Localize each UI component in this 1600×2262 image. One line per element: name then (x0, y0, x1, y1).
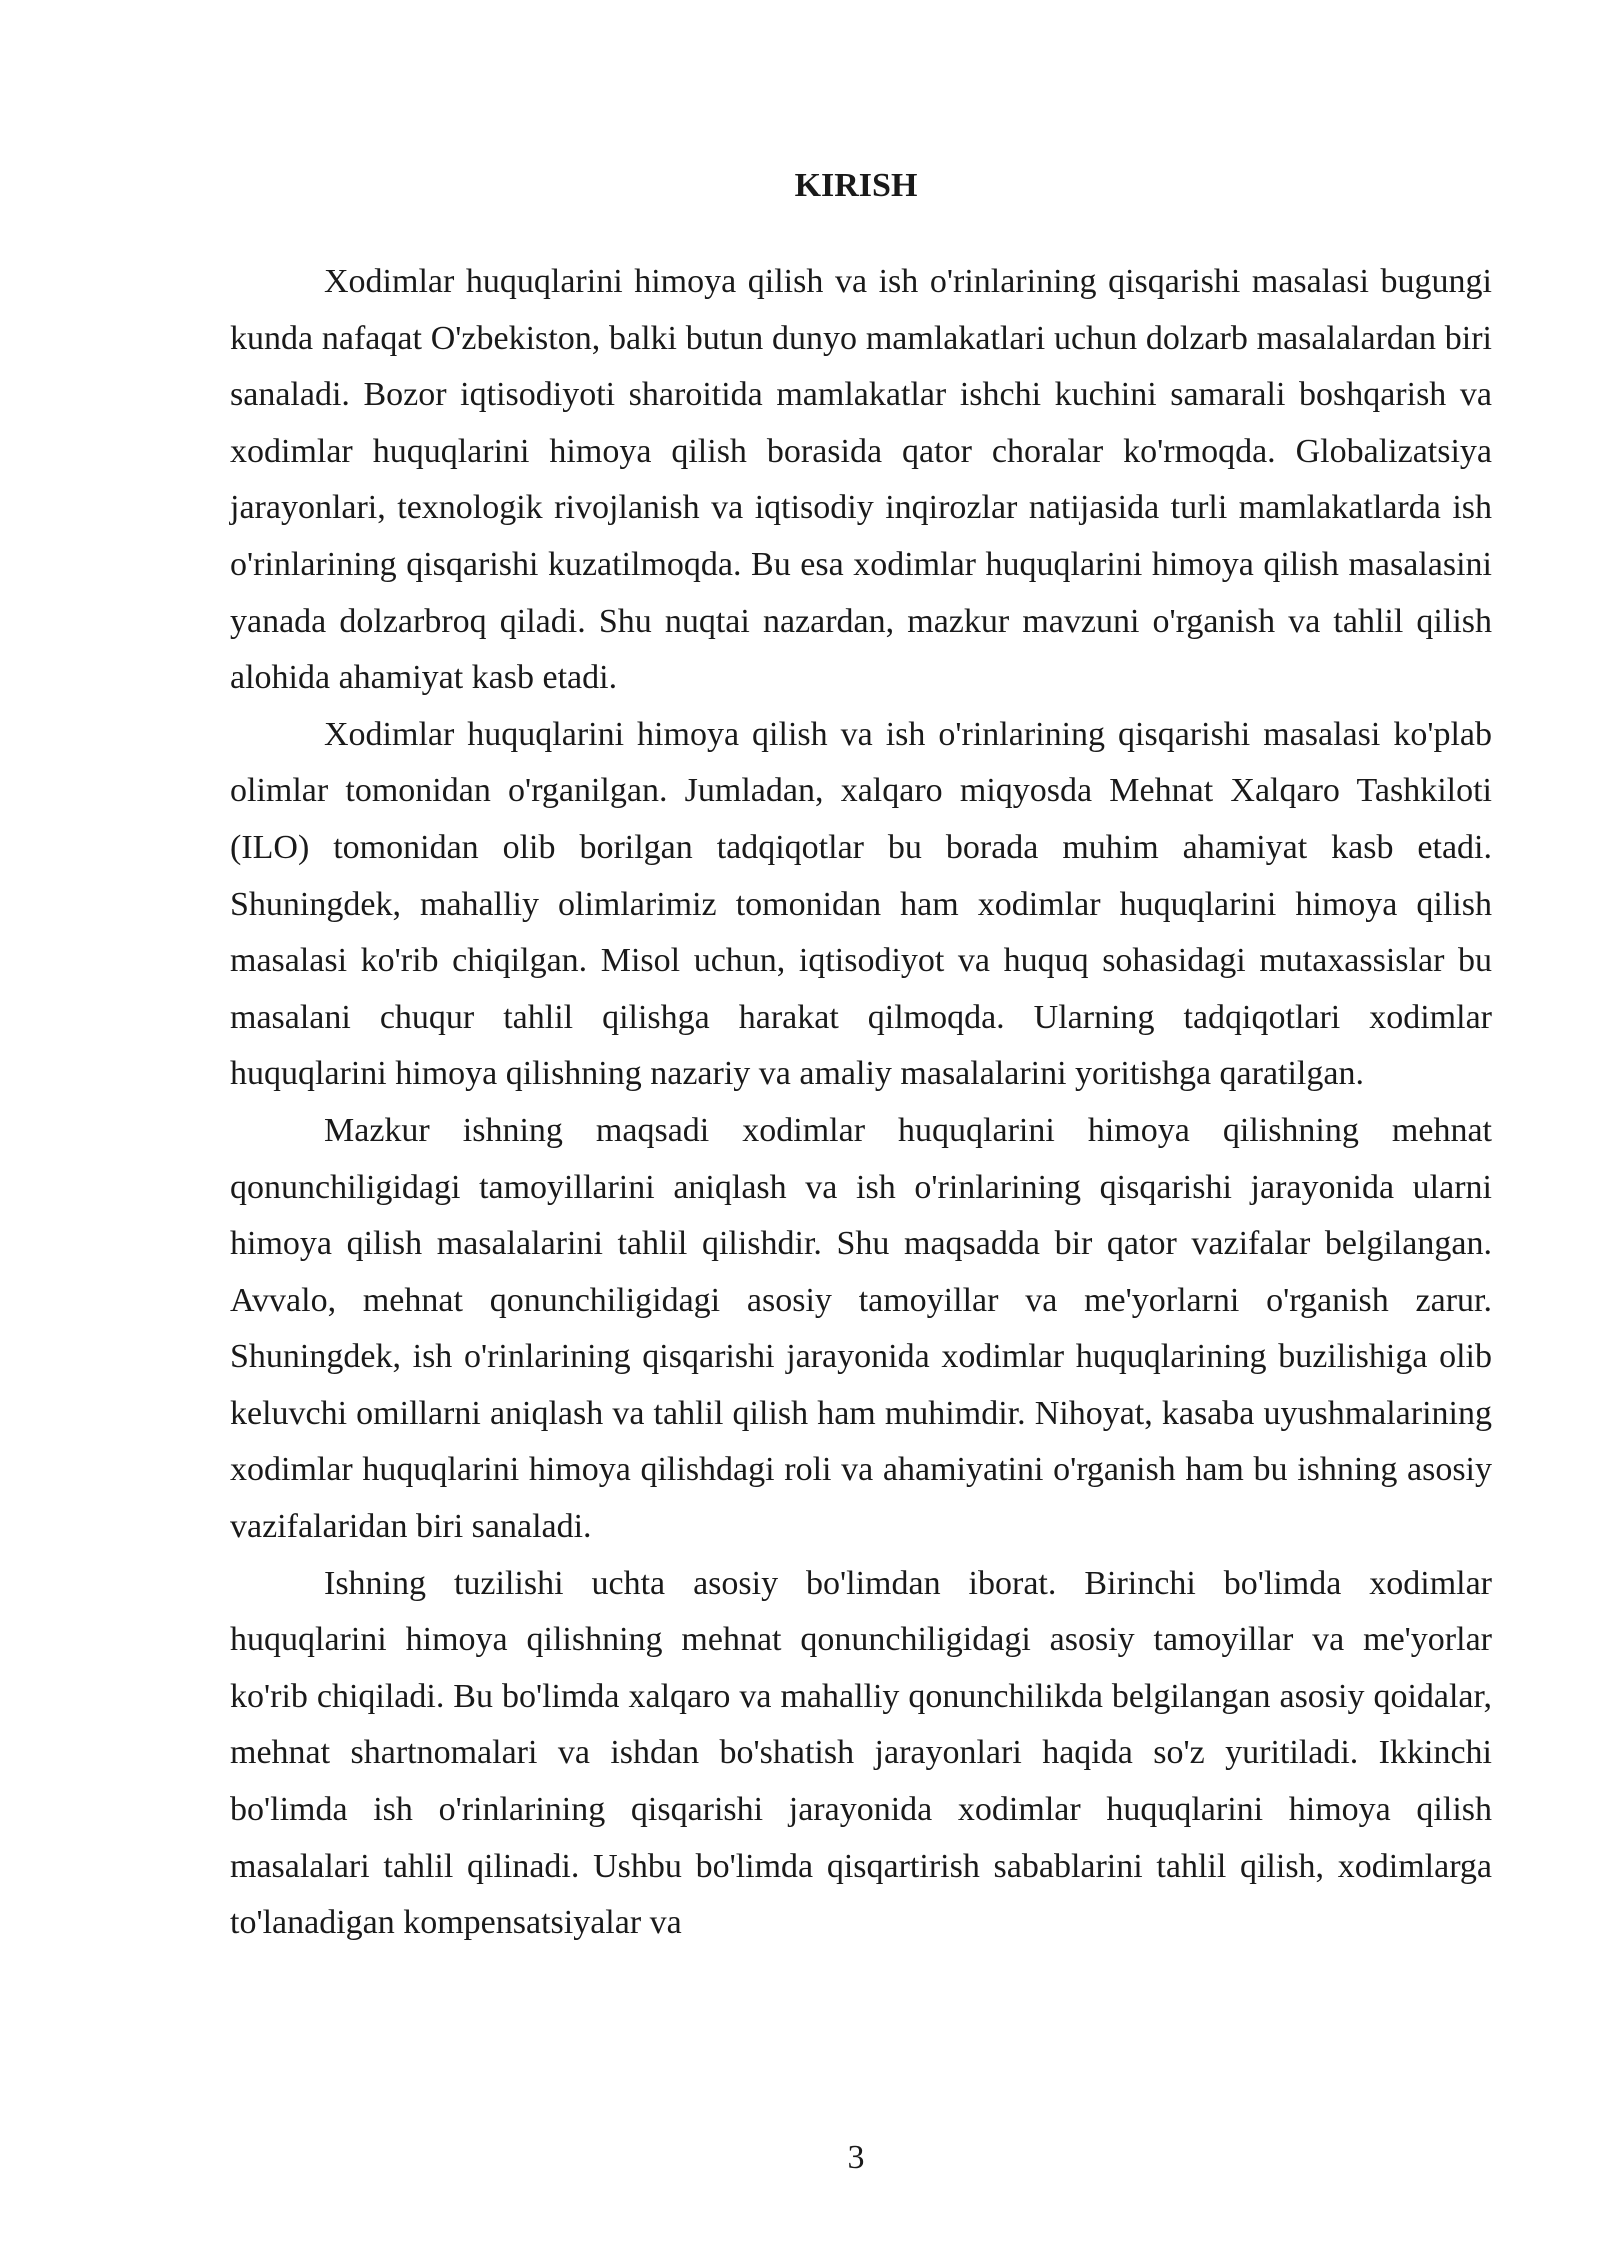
paragraph-1: Xodimlar huquqlarini himoya qilish va ish o'rinlarining qisqarishi masalasi bugungi kunda nafaqat O'zbekiston, balki butun dunyo mamlakatlari uchun dolzarb masalalardan biri sanaladi. Bozor iqtisodiyoti sharoitida mamlakatlar ishchi kuchini samarali boshqarish va xodimlar huquqlarini himoya qilish borasida qator choralar ko'rmoqda. Globalizatsiya jarayonlari, texnologik rivojlanish va iqtisodiy inqirozlar natijasida turli mamlakatlarda ish o'rinlarining qisqarishi kuzatilmoqda. Bu esa xodimlar huquqlarini himoya qilish masalasini yanada dolzarbroq qiladi. Shu nuqtai nazardan, mazkur mavzuni o'rganish va tahlil qilish alohida ahamiyat kasb etadi. (230, 263, 1492, 697)
body-text (230, 254, 1492, 1952)
paragraph-4: Ishning tuzilishi uchta asosiy bo'limdan iborat. Birinchi bo'limda xodimlar huquqlarini himoya qilishning mehnat qonunchiligidagi asosiy tamoyillar va me'yorlar ko'rib chiqiladi. Bu bo'limda xalqaro va mahalliy qonunchilikda belgilangan asosiy qoidalar, mehnat shartnomalari va ishdan bo'shatish jarayonlari haqida so'z yuritiladi. Ikkinchi bo'limda ish o'rinlarining qisqarishi jarayonida xodimlar huquqlarini himoya qilish masalalari tahlil qilinadi. Ushbu bo'limda qisqartirish sabablarini tahlil qilish, xodimlarga to'lanadigan kompensatsiyalar va (230, 1564, 1492, 1942)
page-title: KIRISH (794, 167, 918, 204)
paragraph-2: Xodimlar huquqlarini himoya qilish va ish o'rinlarining qisqarishi masalasi ko'plab olimlar tomonidan o'rganilgan. Jumladan, xalqaro miqyosda Mehnat Xalqaro Tashkiloti (ILO) tomonidan olib borilgan tadqiqotlar bu borada muhim ahamiyat kasb etadi. Shuningdek, mahalliy olimlarimiz tomonidan ham xodimlar huquqlarini himoya qilish masalasi ko'rib chiqilgan. Misol uchun, iqtisodiyot va huquq sohasidagi mutaxassislar bu masalani chuqur tahlil qilishga harakat qilmoqda. Ularning tadqiqotlari xodimlar huquqlarini himoya qilishning nazariy va amaliy masalalarini yoritishga qaratilgan. (230, 715, 1492, 1093)
paragraph-3: Mazkur ishning maqsadi xodimlar huquqlarini himoya qilishning mehnat qonunchiligidagi tamoyillarini aniqlash va ish o'rinlarining qisqarishi jarayonida ularni himoya qilish masalalarini tahlil qilishdir. Shu maqsadda bir qator vazifalar belgilangan. Avvalo, mehnat qonunchiligidagi asosiy tamoyillar va me'yorlarni o'rganish zarur. Shuningdek, ish o'rinlarining qisqarishi jarayonida xodimlar huquqlarining buzilishiga olib keluvchi omillarni aniqlash va tahlil qilish ham muhimdir. Nihoyat, kasaba uyushmalarining xodimlar huquqlarini himoya qilishdagi roli va ahamiyatini o'rganish ham bu ishning asosiy vazifalaridan biri sanaladi. (230, 1111, 1492, 1546)
page-number: 3 (847, 2139, 865, 2176)
